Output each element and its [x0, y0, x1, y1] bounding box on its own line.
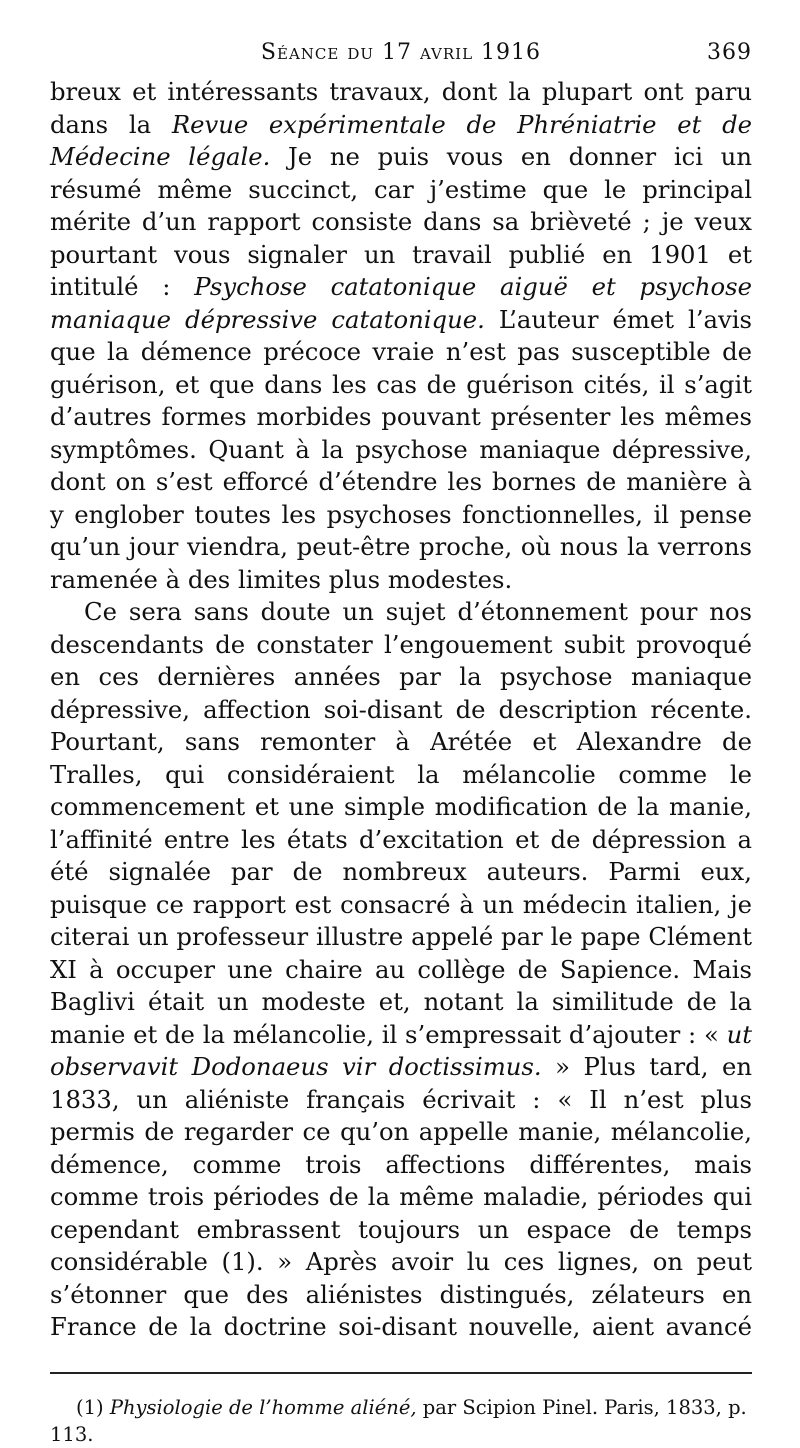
text-run: L’auteur émet l’avis que la démence précoce vraie n’est pas susceptible de guérison, et que dans les cas de guérison cités, il s’agit d’autres formes morbides pouvant présenter les mêmes symptômes. Quant à la psychose maniaque dépressive, dont on s’est efforcé d’étendre les bornes de manière à y englober toutes les psychoses fonctionnelles, il pense qu’un jour viendra, peut-être proche, où nous la verrons ramenée à des limites plus modestes. [50, 304, 752, 594]
text-run: » Plus tard, en 1833, un aliéniste français écrivait : « Il n’est plus permis de regarder ce qu’on appelle manie, mélancolie, démence, comme trois affections différentes, mais comme trois périodes de la même maladie, périodes qui cependant embrassent toujours un espace de temps considérable (1). » Après avoir lu ces lignes, on peut s’étonner que des aliénistes distingués, zélateurs en France de la doctrine soi-disant nouvelle, aient avancé [50, 1052, 752, 1341]
italic-latin-quote: ut observavit Dodonaeus vir doctissimus. [50, 1019, 752, 1081]
running-header [50, 34, 752, 76]
italic-journal-title: Revue expérimentale de Phréniatrie et de Médecine légale. [50, 109, 753, 171]
footnote-divider [50, 1372, 752, 1374]
header-title: Séance du 17 avril 1916 [260, 40, 542, 65]
footnote-marker: (1) [76, 1395, 110, 1419]
text-run: Ce sera sans doute un sujet d’étonnement pour nos descendants de constater l’engouement subit provoqué en ces dernières années par la psychose maniaque dépressive, affection soi-disant de description récente. Pourtant, sans remonter à Arétée et Alexandre de Tralles, qui considéraient la mélancolie comme le commencement et une simple modification de la manie, l’affinité entre les états d’excitation et de dépression a été signalée par de nombreux auteurs. Parmi eux, puisque ce rapport est consacré à un médecin italien, je citerai un professeur illustre appelé par le pape Clément XI à occuper une chaire au collège de Sapience. Mais Baglivi était un modeste et, notant la similitude de la manie et de la mélancolie, il s’empressait d’ajouter : « [50, 597, 752, 1049]
text-run: breux et intéressants travaux, dont la plupart ont paru dans la [50, 77, 752, 139]
footnote-italic-title: Physiologie de l’homme aliéné, [109, 1395, 417, 1419]
footnote-text: par Scipion Pinel. Paris, 1833, p. 113. [50, 1395, 747, 1446]
paragraph-1 [50, 76, 752, 596]
text-run: Je ne puis vous en donner ici un résumé même succinct, car j’estime que le principal mérite d’un rapport consiste dans sa brièveté ; je veux pourtant vous signaler un travail publié en 1901 et intitulé : [50, 142, 752, 301]
page-number: 369 [707, 40, 752, 65]
footnote [50, 1394, 752, 1448]
italic-work-title: Psychose catatonique aiguë et psychose maniaque dépressive catatonique. [50, 272, 752, 334]
paragraph-2 [50, 596, 752, 1344]
body-text [50, 76, 752, 1344]
